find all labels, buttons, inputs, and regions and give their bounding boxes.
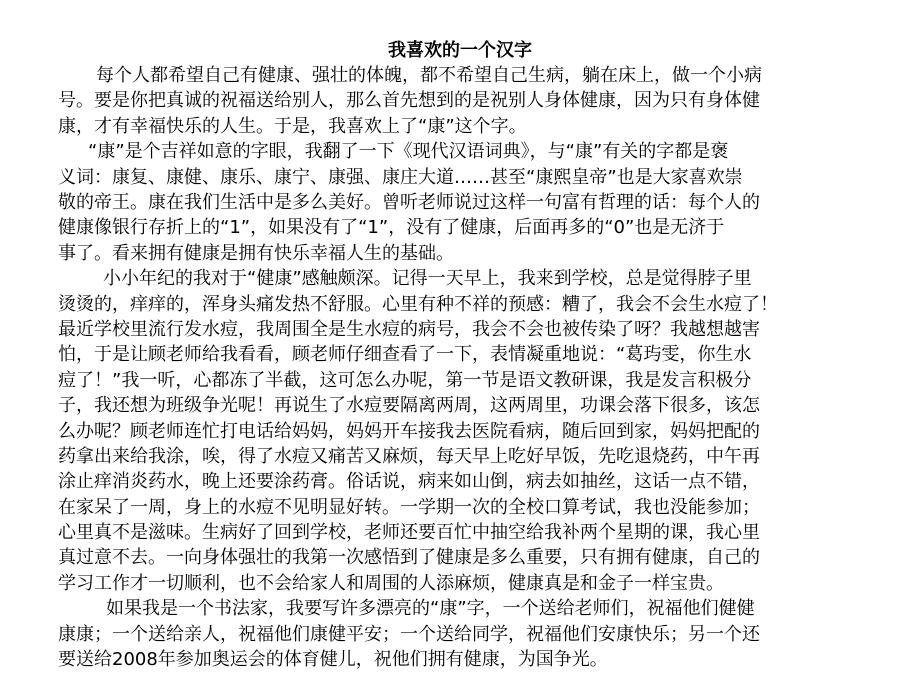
text-line: 药拿出来给我涂，唉，得了水痘又痛苦又麻烦，每天早上吃好早饭，先吃退烧药，中午再 [58, 445, 760, 467]
paragraph-2 [58, 139, 868, 266]
text-line: 涂止痒消炎药水，晚上还要涂药膏。俗话说，病来如山倒，病去如抽丝，这话一点不错， [58, 471, 760, 493]
text-line: 怕，于是让顾老师给我看看，顾老师仔细查看了一下，表情凝重地说：“葛玙雯，你生水 [58, 344, 752, 366]
text-line: 子，我还想为班级争光呢！再说生了水痘要隔离两周，这两周里，功课会落下很多，该怎 [58, 395, 760, 417]
text-line: 最近学校里流行发水痘，我周围全是生水痘的病号，我会不会也被传染了呀？我越想越害 [58, 318, 760, 340]
text-line: 事了。看来拥有健康是拥有快乐幸福人生的基础。 [58, 242, 454, 264]
text-line: 要送给2008年参加奥运会的体育健儿，祝他们拥有健康，为国争光。 [58, 649, 608, 671]
text-line: 号。要是你把真诚的祝福送给别人，那么首先想到的是祝别人身体健康，因为只有身体健 [58, 90, 760, 112]
text-line: 每个人都希望自己有健康、强壮的体魄，都不希望自己生病，躺在床上，做一个小病 [96, 65, 762, 86]
paragraph-1 [58, 63, 868, 139]
text-line: 心里真不是滋味。生病好了回到学校，老师还要百忙中抽空给我补两个星期的课，我心里 [58, 522, 760, 544]
text-line: 真过意不去。一向身体强壮的我第一次感悟到了健康是多么重要，只有拥有健康，自己的 [58, 547, 760, 569]
text-line: 康康；一个送给亲人，祝福他们康健平安；一个送给同学，祝福他们安康快乐；另一个还 [58, 623, 760, 645]
text-line: 烫烫的，痒痒的，浑身头痛发热不舒服。心里有种不祥的预感：糟了，我会不会生水痘了！ [58, 293, 778, 315]
paragraph-3 [58, 266, 868, 596]
text-line: 学习工作才一切顺利，也不会给家人和周围的人添麻烦，健康真是和金子一样宝贵。 [58, 572, 724, 594]
document-title: 我喜欢的一个汉字 [388, 40, 532, 61]
text-line: 么办呢？顾老师连忙打电话给妈妈，妈妈开车接我去医院看病，随后回到家，妈妈把配的 [58, 420, 760, 442]
text-line: 健康像银行存折上的“1”，如果没有了“1”，没有了健康，后面再多的“0”也是无济于 [58, 217, 725, 239]
text-line: 义词：康复、康健、康乐、康宁、康强、康庄大道……甚至“康熙皇帝”也是大家喜欢崇 [58, 166, 743, 188]
text-line: 如果我是一个书法家，我要写许多漂亮的“康”字，一个送给老师们，祝福他们健健 [106, 598, 755, 620]
paragraph-4 [58, 596, 868, 672]
text-line: 康，才有幸福快乐的人生。于是，我喜欢上了“康”这个字。 [58, 115, 527, 137]
text-line: 痘了！”我一听，心都冻了半截，这可怎么办呢，第一节是语文教研课，我是发言积极分 [58, 369, 752, 391]
text-line: “康”是个吉祥如意的字眼，我翻了一下《现代汉语词典》，与“康”有关的字都是褒 [88, 141, 729, 163]
text-line: 敬的帝王。康在我们生活中是多么美好。曾听老师说过这样一句富有哲理的话：每个人的 [58, 191, 760, 213]
text-line: 在家呆了一周，身上的水痘不见明显好转。一学期一次的全校口算考试，我也没能参加； [58, 496, 760, 518]
text-line: 小小年纪的我对于“健康”感触颇深。记得一天早上，我来到学校，总是觉得脖子里 [103, 268, 752, 290]
